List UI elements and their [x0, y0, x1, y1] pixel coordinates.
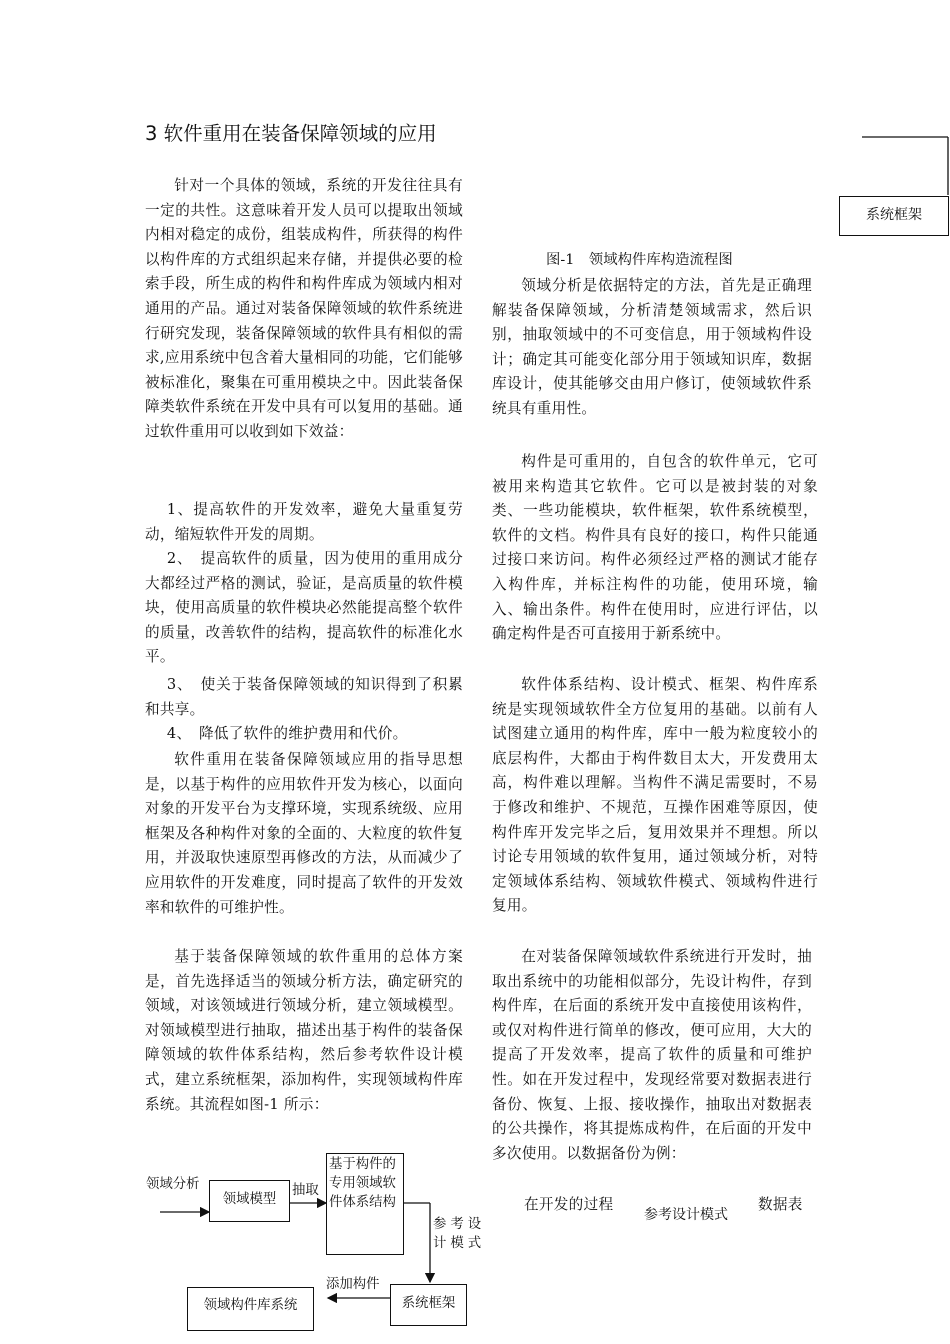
flow-component-library-box	[187, 1287, 314, 1331]
flow-add-component-label: 添加构件	[326, 1277, 380, 1292]
figure-caption: 图-1 领域构件库构造流程图	[546, 252, 733, 268]
flow-extract-label: 抽取	[292, 1183, 319, 1198]
section-title: 3 软件重用在装备保障领域的应用	[145, 122, 437, 145]
left-paragraph-5: 4、 降低了软件的维护费用和代价。	[166, 725, 408, 742]
flow-component-library-label: 领域构件库系统	[203, 1298, 298, 1313]
left-paragraph-7: 基于装备保障领域的软件重用的总体方案是，首先选择适当的领域分析方法，确定研究的领域，对该领域进行领域分析，建立领域模型。对领域模型进行抽取，描述出基于构件的装备保障领域的软件体系结构，然后参考软件设计模式，建立系统框架，添加构件，实现领域构件库系统。其流程如图-1 所示：	[145, 948, 463, 1113]
flow-system-framework-label: 系统框架	[401, 1296, 456, 1311]
overlap-reference-pattern-label: 参考设计模式	[644, 1207, 728, 1223]
flow-domain-analysis-label: 领域分析	[146, 1177, 200, 1192]
right-paragraph-1: 领域分析是依据特定的方法，首先是正确理解装备保障领域，分析清楚领域需求，然后识别，抽取领域中的不可变信息，用于领域构件设计；确定其可能变化部分用于领域知识库，数据库设计，使其能够交由用户修订，使领域软件系统具有重用性。	[492, 277, 812, 417]
overlap-system-framework-label: 系统框架	[866, 207, 922, 223]
flow-domain-model-box	[209, 1180, 290, 1222]
left-paragraph-3: 2、 提高软件的质量，因为使用的重用成分大都经过严格的测试，验证，是高质量的软件模块，使用高质量的软件模块必然能提高整个软件的质量，改善软件的结构，提高软件的标准化水平。	[145, 550, 463, 666]
flow-system-framework-box	[390, 1284, 467, 1326]
flow-architecture-box	[326, 1153, 404, 1255]
left-paragraph-4: 3、 使关于装备保障领域的知识得到了积累和共享。	[145, 676, 463, 718]
right-paragraph-3: 软件体系结构、设计模式、框架、构件库系统是实现领域软件全方位复用的基础。以前有人试图建立通用的构件库，库中一般为粒度较小的底层构件，大都由于构件数目太大，开发费用太高，构件难以理解。当构件不满足需要时，不易于修改和维护、不规范，互操作困难等原因，使构件库开发完毕之后，复用效果并不理想。所以讨论专用领域的软件复用，通过领域分析，对特定领域体系结构、领域软件模式、领域构件进行复用。	[492, 676, 818, 915]
right-paragraph-5-start: 在开发的过程	[524, 1196, 614, 1213]
right-paragraph-2: 构件是可重用的，自包含的软件单元，它可被用来构造其它软件。它可以是被封装的对象类、一些功能模块，软件框架，软件系统模型，软件的文档。构件具有良好的接口，构件只能通过接口来访问。构件必须经过严格的测试才能存入构件库，并标注构件的功能，使用环境，输入、输出条件。构件在使用时，应进行评估，以确定构件是否可直接用于新系统中。	[492, 453, 818, 643]
right-paragraph-5-end: 数据表	[758, 1196, 803, 1213]
left-paragraph-1: 针对一个具体的领域，系统的开发往往具有一定的共性。这意味着开发人员可以提取出领域内相对稳定的成份，组装成构件，所获得的构件以构件库的方式组织起来存储，并提供必要的检索手段，所生成的构件和构件库成为领域内相对通用的产品。通过对装备保障领域的软件系统进行研究发现，装备保障领域的软件具有相似的需求,应用系统中包含着大量相同的功能，它们能够被标准化，聚集在可重用模块之中。因此装备保障类软件系统在开发中具有可以复用的基础。通过软件重用可以收到如下效益：	[145, 177, 463, 440]
flow-domain-model-label: 领域模型	[222, 1192, 277, 1207]
left-paragraph-2: 1、提高软件的开发效率，避免大量重复劳动，缩短软件开发的周期。	[145, 501, 463, 543]
flow-architecture-label: 基于构件的专用领域软件体系结构	[329, 1157, 396, 1210]
flow-reference-pattern-label: 参考设计模式	[433, 1217, 486, 1251]
right-paragraph-4: 在对装备保障领域软件系统进行开发时，抽取出系统中的功能相似部分，先设计构件，存到构件库，在后面的系统开发中直接使用该构件，或仅对构件进行简单的修改，便可应用，大大的提高了开发效率，提高了软件的质量和可维护性。如在开发过程中，发现经常要对数据表进行备份、恢复、上报、接收操作，抽取出对数据表的公共操作，将其提炼成构件，在后面的开发中多次使用。以数据备份为例：	[492, 948, 812, 1162]
left-paragraph-6: 软件重用在装备保障领域应用的指导思想是，以基于构件的应用软件开发为核心，以面向对象的开发平台为支撑环境，实现系统级、应用框架及各种构件对象的全面的、大粒度的软件复用，并汲取快速原型再修改的方法，从而减少了应用软件的开发难度，同时提高了软件的开发效率和软件的可维护性。	[145, 751, 463, 916]
